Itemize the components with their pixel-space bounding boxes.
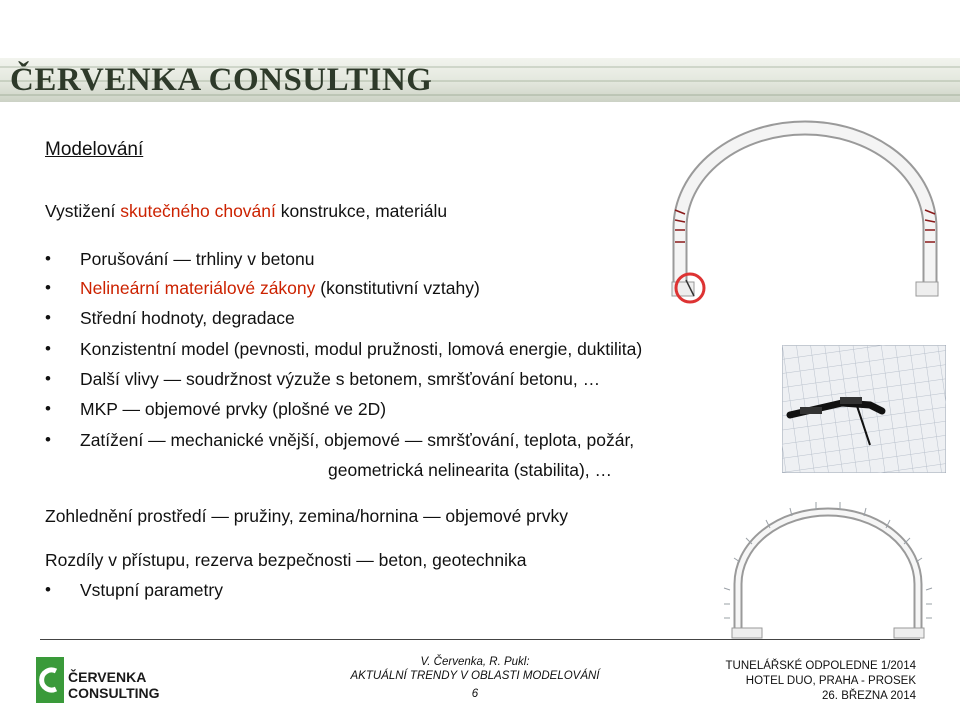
intro-highlight: skutečného chování <box>120 201 276 221</box>
bullet-dot: • <box>45 278 51 297</box>
mesh-detail-illustration <box>782 345 946 473</box>
company-logo-text: ČERVENKA CONSULTING <box>10 62 433 98</box>
intro-part3: konstrukce, materiálu <box>275 201 448 221</box>
bullet-dot: • <box>45 580 51 599</box>
footer-event: AKTUÁLNÍ TRENDY V OBLASTI MODELOVÁNÍ <box>350 670 600 682</box>
footer-logo-line2: CONSULTING <box>68 685 160 701</box>
bullet-continuation: geometrická nelinearita (stabilita), … <box>328 460 613 480</box>
arch-foot-right <box>916 282 938 296</box>
label-tag <box>840 397 862 404</box>
footer-logo-line1: ČERVENKA <box>68 669 147 685</box>
intro-part1: Vystižení <box>45 201 121 221</box>
bullet-rest: (konstitutivní vztahy) <box>315 278 480 298</box>
tunnel-arch-illustration <box>660 118 950 318</box>
bullet-dot: • <box>45 369 51 388</box>
footer-journal: TUNELÁŘSKÉ ODPOLEDNE 1/2014 <box>725 660 916 672</box>
footer-date: 26. BŘEZNA 2014 <box>822 690 916 702</box>
bullet-dot: • <box>45 249 51 268</box>
bullet-dot: • <box>45 430 51 449</box>
section-foot-right <box>894 628 924 638</box>
bullet-dot: • <box>45 399 51 418</box>
tunnel-springs-illustration <box>722 500 934 642</box>
intro-line <box>45 201 447 222</box>
bullet-item: Zatížení — mechanické vnější, objemové — smršťování, teplota, požár, <box>80 430 635 450</box>
bullet-item: MKP — objemové prvky (plošné ve 2D) <box>80 399 387 419</box>
slide-title: Modelování <box>45 139 144 160</box>
bullet-dot: • <box>45 308 51 327</box>
page-number: 6 <box>471 688 479 700</box>
bullet-item: Střední hodnoty, degradace <box>80 308 295 328</box>
bullet-dot: • <box>45 339 51 358</box>
footer-rule <box>40 639 920 640</box>
differences-line: Rozdíly v přístupu, rezerva bezpečnosti — beton, geotechnika <box>45 550 527 570</box>
bullet-item: Vstupní parametry <box>80 580 223 600</box>
bullet-item: Porušování — trhliny v betonu <box>80 249 315 269</box>
section-foot-left <box>732 628 762 638</box>
footer-venue: HOTEL DUO, PRAHA - PROSEK <box>745 675 916 687</box>
bullet-item <box>80 278 480 299</box>
footer-logo-mark <box>36 657 64 703</box>
environment-line: Zohlednění prostředí — pružiny, zemina/hornina — objemové prvky <box>45 506 568 526</box>
bullet-highlight: Nelineární materiálové zákony <box>80 278 316 298</box>
footer-authors: V. Červenka, R. Pukl: <box>420 656 530 668</box>
label-tag <box>800 407 822 414</box>
bullet-item: Další vlivy — soudržnost výzuže s betonem, smršťování betonu, … <box>80 369 601 389</box>
bullet-item: Konzistentní model (pevnosti, modul pružnosti, lomová energie, duktilita) <box>80 339 643 359</box>
